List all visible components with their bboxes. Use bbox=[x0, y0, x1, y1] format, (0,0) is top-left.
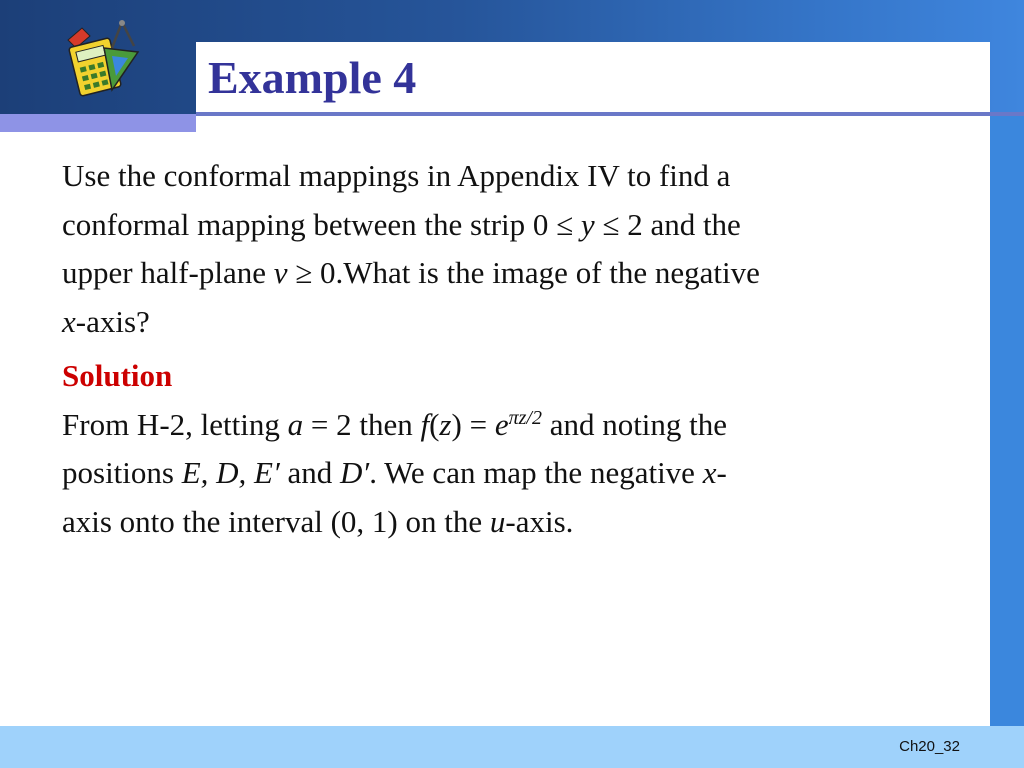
solution-heading: Solution bbox=[62, 358, 173, 393]
math-tools-clipart-icon bbox=[60, 18, 144, 102]
math-exponent: πz/2 bbox=[508, 406, 542, 429]
math-symbol: ( bbox=[429, 406, 440, 442]
math-variable: e bbox=[494, 406, 509, 442]
solution-line: axis onto the interval (0, 1) on the bbox=[62, 503, 490, 539]
math-variable: a bbox=[287, 406, 304, 442]
solution-line: positions bbox=[62, 455, 182, 490]
problem-statement bbox=[62, 152, 972, 346]
problem-line: conformal mapping between the strip 0 bbox=[62, 206, 557, 242]
math-variable: u bbox=[489, 503, 506, 539]
solution-line: ) = bbox=[451, 406, 495, 442]
math-variable: x bbox=[62, 303, 76, 339]
math-variable: z bbox=[439, 406, 452, 442]
solution-text bbox=[62, 401, 972, 547]
problem-line: Use the conformal mappings in Appendix IV to find a bbox=[62, 158, 731, 193]
math-symbol: ≤ bbox=[556, 206, 574, 242]
problem-line: upper half-plane bbox=[62, 255, 274, 290]
solution-line: and noting the bbox=[541, 406, 728, 442]
solution-line: = 2 then bbox=[303, 406, 421, 442]
solution-line: -axis. bbox=[505, 503, 574, 539]
left-accent-strip bbox=[0, 114, 196, 132]
math-symbol: ≥ bbox=[295, 255, 313, 290]
right-decorative-bar bbox=[990, 114, 1024, 746]
solution-line: . We can map the negative bbox=[369, 455, 703, 490]
math-variable: v bbox=[273, 255, 288, 290]
slide-number: Ch20_32 bbox=[899, 738, 960, 755]
slide-body bbox=[62, 152, 972, 546]
slide-title: Example 4 bbox=[208, 52, 417, 103]
problem-line: 2 and the bbox=[619, 206, 741, 242]
footer-band bbox=[0, 726, 1024, 768]
math-symbol: ≤ bbox=[602, 206, 620, 242]
math-points: E, D, E′ bbox=[181, 455, 280, 490]
math-variable: x bbox=[702, 455, 717, 490]
solution-line: - bbox=[716, 455, 727, 490]
solution-line: and bbox=[279, 455, 341, 490]
math-variable: y bbox=[580, 206, 595, 242]
solution-line: From H-2, letting bbox=[62, 406, 288, 442]
math-function: f bbox=[420, 406, 430, 442]
math-point: D′ bbox=[340, 455, 370, 490]
title-underline bbox=[196, 112, 1024, 116]
problem-line: 0.What is the image of the negative bbox=[312, 255, 760, 290]
problem-line: -axis? bbox=[75, 303, 150, 339]
